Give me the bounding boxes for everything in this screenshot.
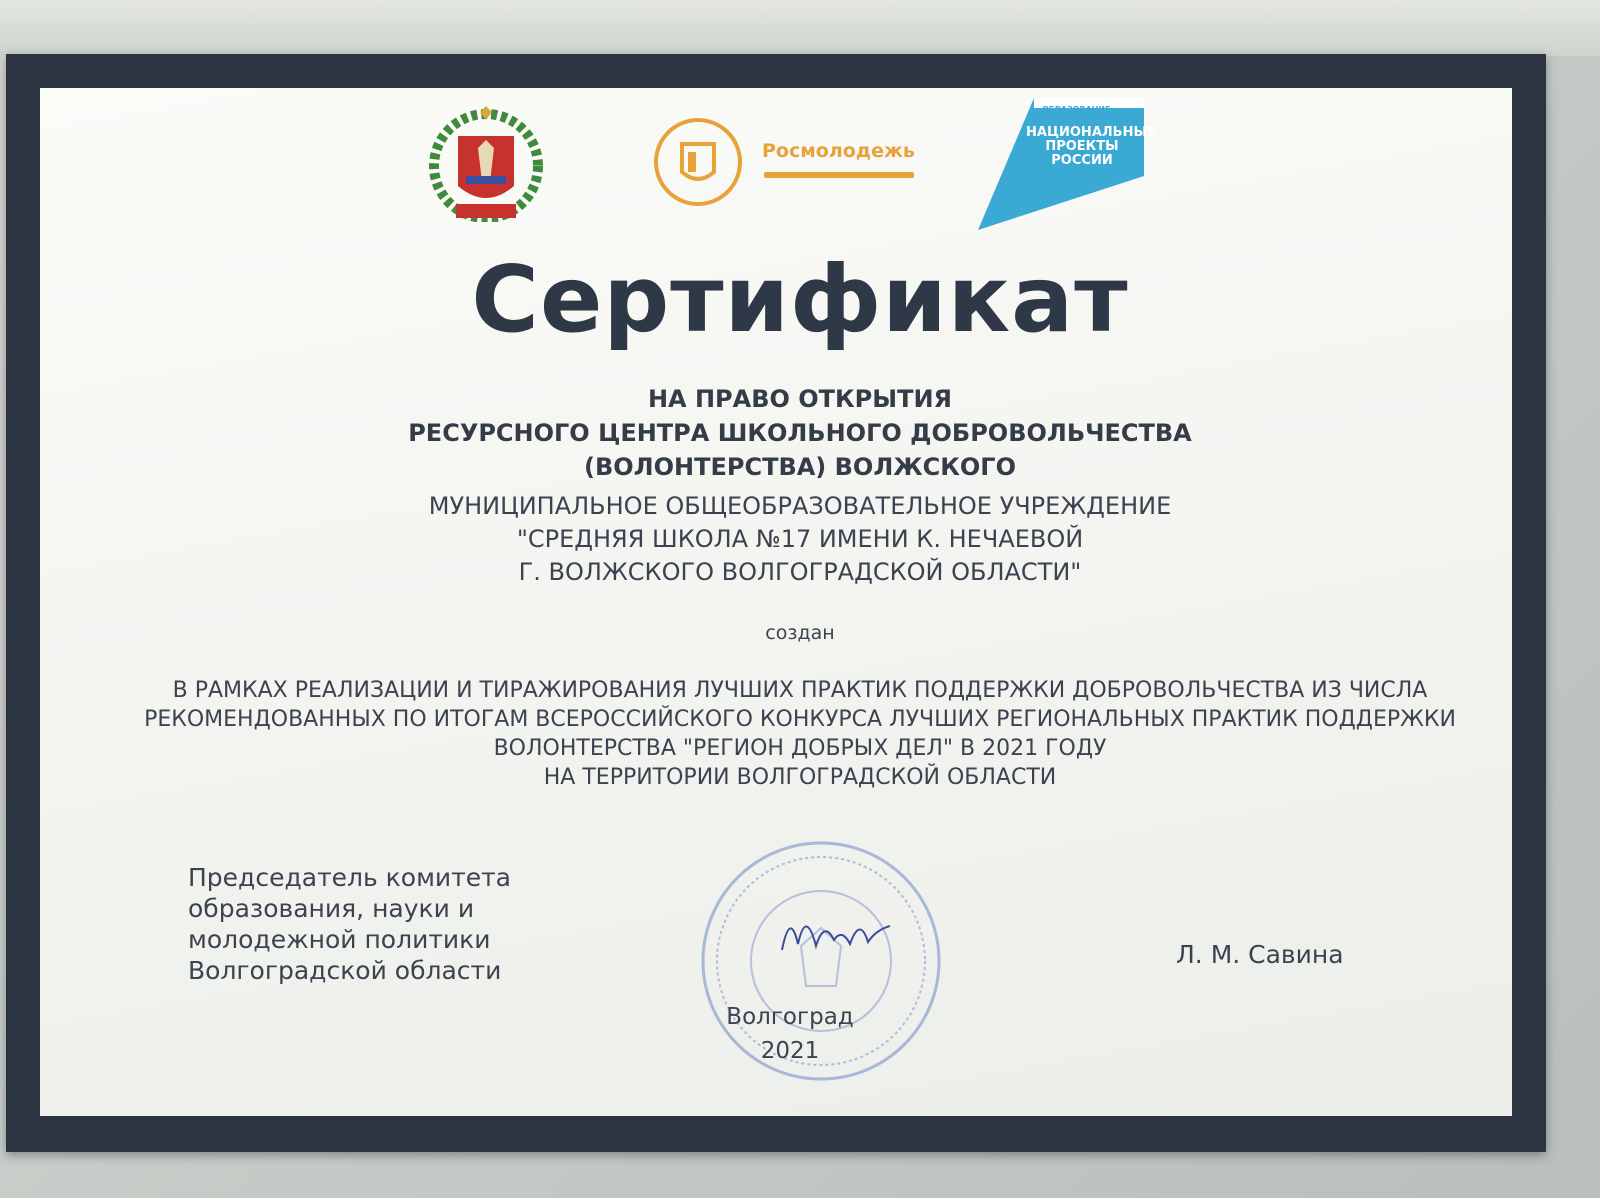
rosmolodezh-underline bbox=[764, 172, 914, 178]
certificate-title: Сертификат bbox=[471, 246, 1129, 353]
certificate-body bbox=[0, 676, 1600, 792]
heading-line: НА ПРАВО ОТКРЫТИЯ bbox=[647, 385, 953, 413]
frame-top-edge bbox=[0, 0, 1600, 56]
signature-icon bbox=[776, 900, 896, 970]
signatory-title bbox=[188, 862, 511, 986]
rosmolodezh-label: Росмолодежь bbox=[762, 140, 915, 162]
place-label: Волгоград bbox=[726, 1004, 854, 1030]
natproj-line: РОССИИ bbox=[1051, 153, 1113, 168]
signatory-name: Л. М. Савина bbox=[1176, 940, 1344, 969]
volgograd-emblem-icon bbox=[428, 106, 544, 222]
heading-line: (ВОЛОНТЕРСТВА) ВОЛЖСКОГО bbox=[584, 453, 1016, 481]
national-projects-small-label: ОБРАЗОВАНИЕ bbox=[1042, 105, 1111, 114]
year-label: 2021 bbox=[760, 1038, 820, 1064]
body-line: В РАМКАХ РЕАЛИЗАЦИИ И ТИРАЖИРОВАНИЯ ЛУЧШИХ ПРАКТИК ПОДДЕРЖКИ ДОБРОВОЛЬЧЕСТВА ИЗ ЧИСЛА bbox=[172, 678, 1428, 703]
signatory-line: молодежной политики bbox=[188, 925, 491, 954]
signatory-line: Волгоградской области bbox=[188, 956, 502, 985]
created-word: создан bbox=[765, 622, 835, 644]
org-line: Г. ВОЛЖСКОГО ВОЛГОГРАДСКОЙ ОБЛАСТИ" bbox=[518, 558, 1082, 586]
body-line: РЕКОМЕНДОВАННЫХ ПО ИТОГАМ ВСЕРОССИЙСКОГО КОНКУРСА ЛУЧШИХ РЕГИОНАЛЬНЫХ ПРАКТИК ПОДДЕРЖКИ bbox=[144, 707, 1456, 732]
heading-line: РЕСУРСНОГО ЦЕНТРА ШКОЛЬНОГО ДОБРОВОЛЬЧЕСТВА bbox=[408, 419, 1192, 447]
org-line: МУНИЦИПАЛЬНОЕ ОБЩЕОБРАЗОВАТЕЛЬНОЕ УЧРЕЖДЕНИЕ bbox=[428, 492, 1172, 520]
place-and-year bbox=[700, 1000, 880, 1068]
natproj-line: НАЦИОНАЛЬНЫЕ bbox=[1026, 125, 1156, 140]
national-projects-title bbox=[1026, 125, 1156, 168]
organization-name bbox=[0, 490, 1600, 589]
certificate-heading bbox=[0, 382, 1600, 484]
rosmolodezh-logo-icon bbox=[650, 114, 746, 210]
signatory-line: образования, науки и bbox=[188, 894, 475, 923]
natproj-line: ПРОЕКТЫ bbox=[1045, 139, 1119, 154]
body-line: НА ТЕРРИТОРИИ ВОЛГОГРАДСКОЙ ОБЛАСТИ bbox=[543, 765, 1057, 790]
body-line: ВОЛОНТЕРСТВА "РЕГИОН ДОБРЫХ ДЕЛ" В 2021 ГОДУ bbox=[493, 736, 1107, 761]
org-line: "СРЕДНЯЯ ШКОЛА №17 ИМЕНИ К. НЕЧАЕВОЙ bbox=[516, 525, 1084, 553]
signatory-line: Председатель комитета bbox=[188, 863, 511, 892]
